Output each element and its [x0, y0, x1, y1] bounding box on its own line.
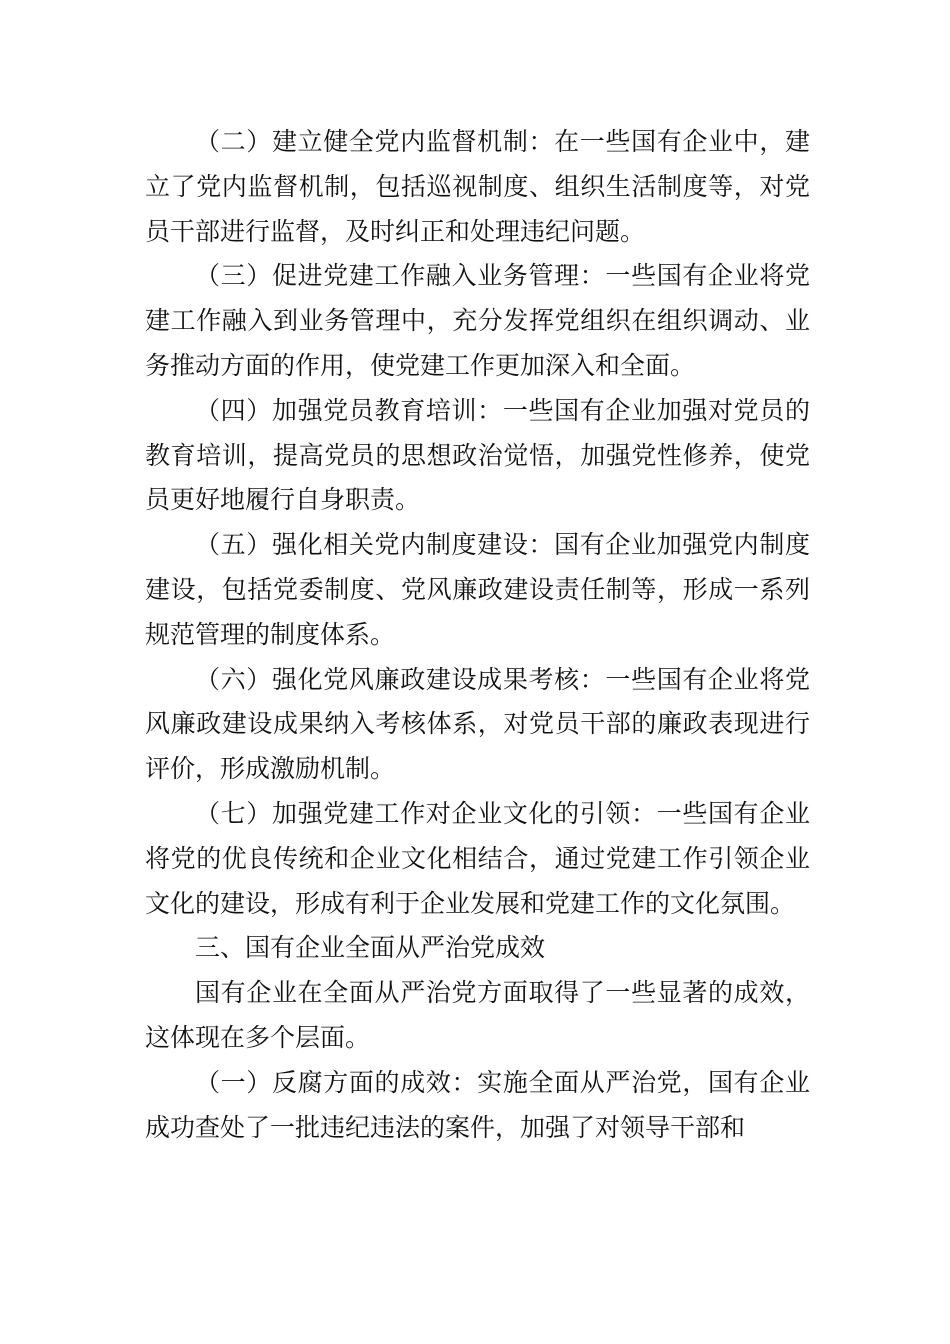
paragraph-achievements-intro: 国有企业在全面从严治党方面取得了一些显著的成效，这体现在多个层面。	[145, 978, 810, 1052]
paragraph-anti-corruption: （一）反腐方面的成效：实施全面从严治党，国有企业成功查处了一批违纪违法的案件，加强了对领导干部和	[145, 1067, 810, 1142]
paragraph-supervision-mechanism: （二）建立健全党内监督机制：在一些国有企业中，建立了党内监督机制，包括巡视制度、组织生活制度等，对党员干部进行监督，及时纠正和处理违纪问题。	[145, 127, 810, 246]
paragraph-corporate-culture: （七）加强党建工作对企业文化的引领：一些国有企业将党的优良传统和企业文化相结合，通过党建工作引领企业文化的建设，形成有利于企业发展和党建工作的文化氛围。	[145, 798, 810, 918]
document-body	[145, 120, 810, 1150]
paragraph-system-construction: （五）强化相关党内制度建设：国有企业加强党内制度建设，包括党委制度、党风廉政建设责任制等，形成一系列规范管理的制度体系。	[145, 530, 810, 649]
paragraph-party-building-business: （三）促进党建工作融入业务管理：一些国有企业将党建工作融入到业务管理中，充分发挥党组织在组织调动、业务推动方面的作用，使党建工作更加深入和全面。	[145, 261, 810, 380]
paragraph-integrity-assessment: （六）强化党风廉政建设成果考核：一些国有企业将党风廉政建设成果纳入考核体系，对党员干部的廉政表现进行评价，形成激励机制。	[145, 664, 810, 784]
paragraph-member-education: （四）加强党员教育培训：一些国有企业加强对党员的教育培训，提高党员的思想政治觉悟，加强党性修养，使党员更好地履行自身职责。	[145, 395, 810, 515]
section-heading: 三、国有企业全面从严治党成效	[195, 933, 546, 963]
